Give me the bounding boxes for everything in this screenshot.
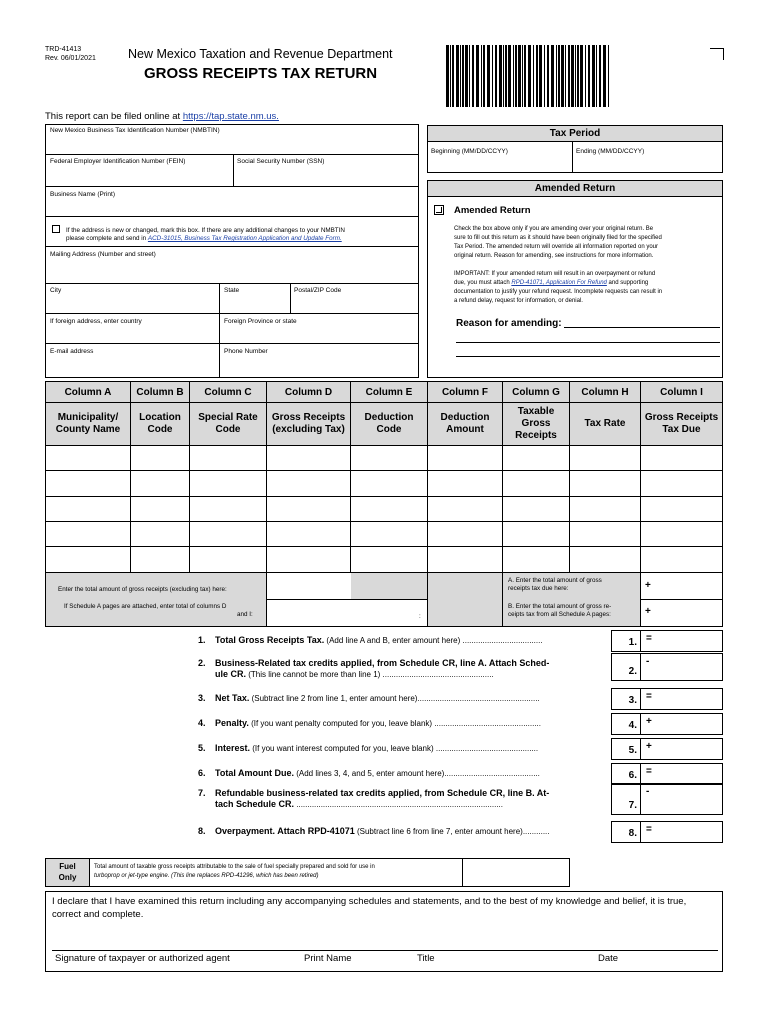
line-8-amount-field[interactable] bbox=[640, 821, 723, 843]
line-4-sign: + bbox=[646, 716, 652, 727]
online-filing-note bbox=[45, 111, 279, 122]
address-change-text: If the address is new or changed, mark this box. If there are any additional changes to your NMBTIN bbox=[66, 227, 345, 234]
business-name-label: Business Name (Print) bbox=[50, 191, 116, 198]
column-f-header: Column F bbox=[441, 386, 489, 398]
line-1-number: 1. bbox=[198, 635, 206, 645]
line-6-amount-field[interactable] bbox=[640, 763, 723, 785]
line-4-box-label: 4. bbox=[611, 713, 640, 735]
amended-important-3: documentation to justify your refund request. Incomplete requests can result in bbox=[454, 289, 663, 295]
column-i-desc: Gross Receipts Tax Due bbox=[644, 412, 719, 435]
mailing-address-label: Mailing Address (Number and street) bbox=[50, 251, 156, 258]
line-2-box-label: 2. bbox=[611, 653, 640, 681]
tax-period-header: Tax Period bbox=[427, 125, 723, 142]
line-7-box-label: 7. bbox=[611, 783, 640, 815]
schedule-a-colon: : bbox=[419, 613, 421, 620]
amended-return-checkbox-label: Amended Return bbox=[454, 205, 531, 216]
department-name: New Mexico Taxation and Revenue Department bbox=[128, 47, 393, 61]
print-name-label: Print Name bbox=[304, 953, 352, 964]
line-2-sign: - bbox=[646, 656, 650, 667]
line-8-note: (Subtract line 6 from line 7, enter amount here)............ bbox=[354, 827, 550, 836]
column-d-header: Column D bbox=[284, 386, 333, 398]
form-title: GROSS RECEIPTS TAX RETURN bbox=[144, 65, 378, 82]
fuel-description-2: turboprop or jet-type engine. (This line replaces RPD-41296, which has been retired) bbox=[94, 873, 319, 879]
schedule-a-total-label: If Schedule A pages are attached, enter total of columns D bbox=[64, 603, 227, 610]
rpd-41071-link[interactable]: RPD-41071, Application For Refund bbox=[511, 280, 607, 286]
tax-period-box bbox=[427, 141, 723, 173]
column-a-desc: Municipality/ County Name bbox=[55, 412, 121, 435]
city-label: City bbox=[50, 287, 62, 294]
line-a-label: A. Enter the total amount of gross bbox=[508, 577, 602, 584]
line-6-description bbox=[215, 768, 540, 779]
title-label: Title bbox=[417, 953, 435, 964]
form-id: TRD-41413 bbox=[45, 46, 82, 53]
line-3-box-label: 3. bbox=[611, 688, 640, 710]
line-b-label: B. Enter the total amount of gross re- bbox=[508, 603, 612, 610]
amended-instructions-1: Check the box above only if you are amending over your original return. Be bbox=[454, 226, 654, 232]
line-4-number: 4. bbox=[198, 718, 206, 728]
line-3-amount-field[interactable] bbox=[640, 688, 723, 710]
line-5-note: (If you want interest computed for you, leave blank) .............................................. bbox=[250, 744, 539, 753]
amended-return-header: Amended Return bbox=[427, 180, 723, 197]
totals-label-bg bbox=[46, 573, 266, 626]
line-3-number: 3. bbox=[198, 693, 206, 703]
line-4-amount-field[interactable] bbox=[640, 713, 723, 735]
line-2-title: Business-Related tax credits applied, from Schedule CR, line A. Attach Sched- bbox=[215, 658, 550, 668]
signature-label: Signature of taxpayer or authorized agent bbox=[55, 953, 230, 964]
line-b-plus: + bbox=[645, 606, 651, 617]
line-2-description bbox=[215, 658, 549, 680]
foreign-province-label: Foreign Province or state bbox=[224, 318, 297, 325]
line-8-box-label: 8. bbox=[611, 821, 640, 843]
reason-line-2[interactable] bbox=[456, 342, 720, 343]
reason-line-1[interactable] bbox=[564, 327, 720, 328]
address-change-text-2a: please complete and send in bbox=[66, 235, 148, 242]
ending-date-label: Ending (MM/DD/CCYY) bbox=[576, 148, 645, 155]
fuel-label-2: Only bbox=[58, 873, 77, 882]
column-b-header: Column B bbox=[136, 386, 184, 398]
amended-return-checkbox[interactable] bbox=[434, 205, 444, 215]
column-h-desc: Tax Rate bbox=[584, 418, 626, 429]
address-change-checkbox[interactable] bbox=[52, 225, 60, 233]
line-2-amount-field[interactable] bbox=[640, 653, 723, 681]
line-7-note: ............................................................................................. bbox=[294, 800, 503, 809]
line-a-plus: + bbox=[645, 580, 651, 591]
schedule-a-total-label-2: and I: bbox=[237, 611, 253, 618]
column-e-header: Column E bbox=[365, 386, 413, 398]
reason-for-amending-label: Reason for amending: bbox=[456, 318, 562, 329]
line-7-description bbox=[215, 788, 549, 810]
zip-label: Postal/ZIP Code bbox=[294, 287, 342, 294]
line-2-number: 2. bbox=[198, 658, 206, 668]
fein-label: Federal Employer Identification Number (FEIN) bbox=[50, 158, 186, 165]
line-b-label-2: ceipts tax from all Schedule A pages: bbox=[508, 611, 611, 618]
line-1-note: (Add line A and B, enter amount here) .................................... bbox=[324, 636, 543, 645]
line-8-description bbox=[215, 826, 550, 837]
line-6-sign: = bbox=[646, 766, 652, 777]
column-g-header: Column G bbox=[512, 386, 560, 398]
line-2-note: (This line cannot be more than line 1) .................................................. bbox=[246, 670, 494, 679]
date-label: Date bbox=[598, 953, 619, 964]
column-d-desc: Gross Receipts (excluding Tax) bbox=[271, 412, 346, 435]
column-e-desc: Deduction Code bbox=[364, 412, 414, 435]
column-b-desc: Location Code bbox=[139, 412, 181, 435]
line-8-number: 8. bbox=[198, 826, 206, 836]
line-4-note: (If you want penalty computed for you, leave blank) ................................................ bbox=[248, 719, 541, 728]
column-i-header: Column I bbox=[660, 386, 703, 398]
amended-instructions-4: original return. Reason for amending, see instructions for more information. bbox=[454, 253, 654, 259]
line-8-title: Overpayment. Attach RPD-41071 bbox=[215, 826, 355, 836]
acd-31015-link[interactable]: ACD-31015, Business Tax Registration Application and Update Form. bbox=[147, 235, 342, 242]
column-g-desc: Taxable Gross Receipts bbox=[515, 406, 557, 441]
line-7-number: 7. bbox=[198, 788, 206, 798]
amended-important-1: IMPORTANT: If your amended return will result in an overpayment or refund bbox=[454, 271, 656, 277]
line-3-sign: = bbox=[646, 691, 652, 702]
line-7-amount-field[interactable] bbox=[640, 783, 723, 815]
fuel-label-1: Fuel bbox=[59, 862, 76, 871]
amended-important-2 bbox=[454, 280, 648, 288]
line-7-title-cont: tach Schedule CR. bbox=[215, 799, 295, 809]
table-entry-rows[interactable] bbox=[46, 446, 722, 572]
line-a-label-2: receipts tax due here: bbox=[508, 585, 569, 592]
line-6-number: 6. bbox=[198, 768, 206, 778]
line-7-sign: - bbox=[646, 786, 650, 797]
foreign-country-label: If foreign address, enter country bbox=[50, 318, 142, 325]
line-1-amount-field[interactable] bbox=[640, 630, 723, 652]
beginning-date-label: Beginning (MM/DD/CCYY) bbox=[431, 148, 508, 155]
line-3-description bbox=[215, 693, 540, 704]
nmbtin-label: New Mexico Business Tax Identification Number (NMBTIN) bbox=[50, 127, 220, 134]
declaration-text-2: correct and complete. bbox=[52, 909, 144, 920]
amended-instructions-2: sure to fill out this return as it should have been originally filed for the specified bbox=[454, 235, 662, 241]
total-gross-receipts-label: Enter the total amount of gross receipts (excluding tax) here: bbox=[58, 586, 227, 593]
column-a-header: Column A bbox=[64, 386, 112, 398]
amended-instructions-3: Tax Period. The amended return will override all information reported on your bbox=[454, 244, 658, 250]
column-c-desc: Special Rate Code bbox=[198, 412, 258, 435]
reason-line-3[interactable] bbox=[456, 356, 720, 357]
totals-gray-f bbox=[428, 573, 502, 626]
column-c-header: Column C bbox=[204, 386, 252, 398]
line-5-amount-field[interactable] bbox=[640, 738, 723, 760]
line-8-sign: = bbox=[646, 824, 652, 835]
column-f-desc: Deduction Amount bbox=[440, 412, 490, 435]
line-3-title: Net Tax. bbox=[215, 693, 250, 703]
corner-registration-mark bbox=[710, 48, 724, 60]
fuel-amount-field[interactable] bbox=[463, 859, 569, 886]
address-change-text-2 bbox=[66, 235, 342, 243]
line-5-number: 5. bbox=[198, 743, 206, 753]
fuel-description-1: Total amount of taxable gross receipts attributable to the sale of fuel specially prepared and sold for use in bbox=[94, 864, 375, 870]
line-7-title: Refundable business-related tax credits applied, from Schedule CR, line B. At- bbox=[215, 788, 550, 798]
line-1-title: Total Gross Receipts Tax. bbox=[215, 635, 325, 645]
line-1-box-label: 1. bbox=[611, 630, 640, 652]
line-5-sign: + bbox=[646, 741, 652, 752]
declaration-text-1: I declare that I have examined this return including any accompanying schedules and statements, and to the best of my knowledge and belief, it is true, bbox=[52, 896, 687, 907]
line-1-description bbox=[215, 635, 543, 646]
line-6-title: Total Amount Due. bbox=[215, 768, 294, 778]
column-h-header: Column H bbox=[581, 386, 629, 398]
amended-important-4: a refund delay, request for information, or denial. bbox=[454, 298, 583, 304]
line-5-description bbox=[215, 743, 538, 754]
totals-gray-e bbox=[351, 573, 427, 599]
line-3-note: (Subtract line 2 from line 1, enter amount here)....................................................... bbox=[249, 694, 540, 703]
signature-line[interactable] bbox=[52, 950, 718, 951]
ssn-label: Social Security Number (SSN) bbox=[237, 158, 325, 165]
line-4-description bbox=[215, 718, 541, 729]
amended-important-2a: due, you must attach bbox=[454, 280, 512, 286]
online-filing-link[interactable]: https://tap.state.nm.us. bbox=[182, 111, 279, 122]
form-revision: Rev. 06/01/2021 bbox=[45, 55, 96, 62]
line-4-title: Penalty. bbox=[215, 718, 249, 728]
email-label: E-mail address bbox=[50, 348, 94, 355]
amended-important-2b: and supporting bbox=[606, 280, 649, 286]
line-6-note: (Add lines 3, 4, and 5, enter amount here)........................................... bbox=[294, 769, 540, 778]
online-filing-text: This report can be filed online at bbox=[45, 111, 183, 122]
state-label: State bbox=[224, 287, 240, 294]
line-5-box-label: 5. bbox=[611, 738, 640, 760]
line-5-title: Interest. bbox=[215, 743, 251, 753]
barcode bbox=[446, 45, 611, 107]
phone-label: Phone Number bbox=[224, 348, 268, 355]
line-6-box-label: 6. bbox=[611, 763, 640, 785]
line-2-title-cont: ule CR. bbox=[215, 669, 247, 679]
line-1-sign: = bbox=[646, 633, 652, 644]
